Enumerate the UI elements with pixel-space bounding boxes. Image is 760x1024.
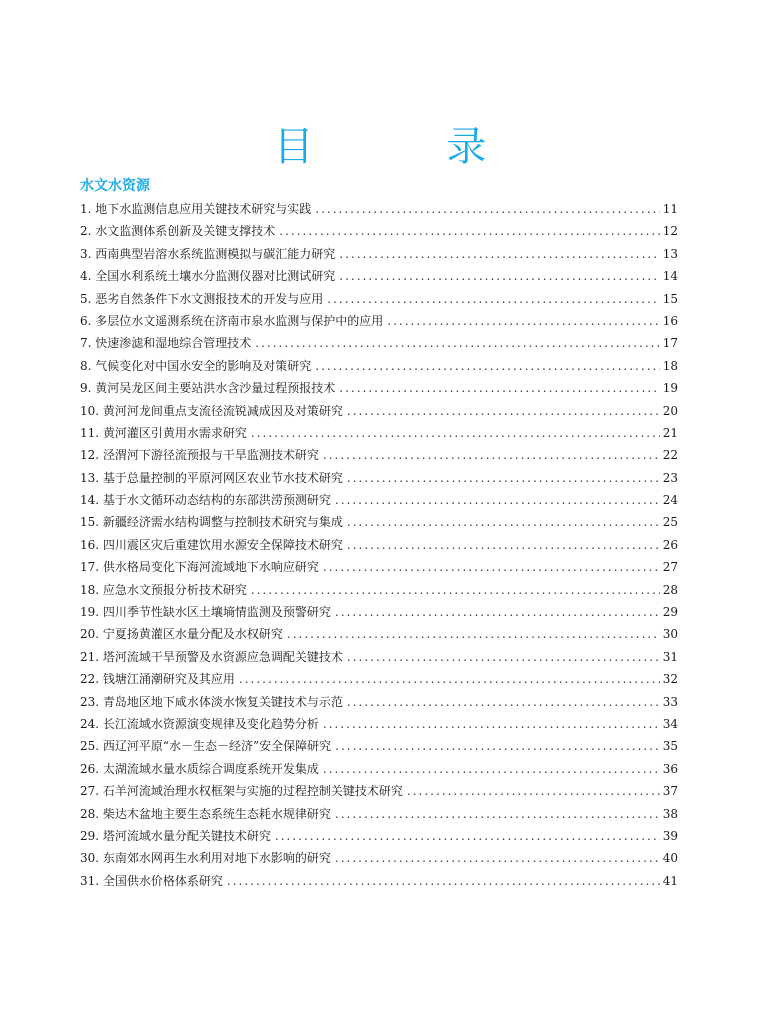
dot-leader (287, 625, 660, 643)
dot-leader (323, 446, 660, 464)
toc-entry[interactable] (80, 446, 678, 468)
toc-entry[interactable] (80, 491, 678, 513)
toc-entry[interactable] (80, 536, 678, 558)
dot-leader (339, 267, 659, 285)
toc-entry-page: 22 (662, 448, 678, 463)
dot-leader (335, 849, 660, 867)
toc-entry[interactable] (80, 782, 678, 804)
dot-leader (335, 603, 660, 621)
toc-entry-page: 37 (662, 784, 678, 799)
dot-leader (347, 536, 660, 554)
toc-entry-page: 40 (662, 851, 678, 866)
toc-entry-title: 25. 西辽河平原“水－生态－经济”安全保障研究 (80, 739, 332, 754)
dot-leader (347, 648, 660, 666)
toc-entry-page: 39 (662, 828, 678, 843)
dot-leader (335, 805, 660, 823)
toc-entry[interactable] (80, 290, 678, 312)
dot-leader (323, 715, 660, 733)
toc-entry-title: 20. 宁夏扬黄灌区水量分配及水权研究 (80, 627, 283, 642)
toc-entry-page: 17 (662, 336, 678, 351)
dot-leader (255, 334, 659, 352)
toc-entry-page: 20 (662, 403, 678, 418)
toc-entry-title: 22. 钱塘江涌潮研究及其应用 (80, 672, 235, 687)
toc-entry-page: 13 (662, 246, 678, 261)
toc-entry-page: 12 (662, 224, 678, 239)
toc-entry-page: 24 (662, 493, 678, 508)
toc-entry-title: 23. 青岛地区地下咸水体淡水恢复关键技术与示范 (80, 694, 343, 709)
toc-entry-title: 29. 塔河流域水量分配关键技术研究 (80, 828, 271, 843)
toc-entry-title: 24. 长江流域水资源演变规律及变化趋势分析 (80, 716, 319, 731)
dot-leader (347, 402, 660, 420)
toc-entry-title: 28. 柴达木盆地主要生态系统生态耗水规律研究 (80, 806, 331, 821)
toc-entry-page: 35 (662, 739, 678, 754)
dot-leader (347, 693, 660, 711)
toc-entry-title: 11. 黄河灌区引黄用水需求研究 (80, 425, 247, 440)
toc-entry[interactable] (80, 513, 678, 535)
toc-entry[interactable] (80, 715, 678, 737)
dot-leader (347, 469, 660, 487)
page-title: 目 录 (273, 124, 547, 170)
toc-entry-title: 5. 恶劣自然条件下水文测报技术的开发与应用 (80, 291, 324, 306)
dot-leader (239, 670, 660, 688)
toc-entry-title: 7. 快速渗滤和湿地综合管理技术 (80, 336, 252, 351)
toc-entry-title: 2. 水文监测体系创新及关键支撑技术 (80, 224, 276, 239)
toc-entry[interactable] (80, 200, 678, 222)
toc-entry-page: 26 (662, 537, 678, 552)
dot-leader (327, 290, 659, 308)
toc-entry-page: 30 (662, 627, 678, 642)
toc-entry[interactable] (80, 603, 678, 625)
toc-entry-page: 11 (662, 202, 678, 216)
toc-entry-title: 13. 基于总量控制的平原河网区农业节水技术研究 (80, 470, 343, 485)
toc-entry-title: 12. 泾渭河下游径流预报与干旱监测技术研究 (80, 448, 319, 463)
toc-entry[interactable] (80, 693, 678, 715)
toc-entry-page: 19 (662, 381, 678, 396)
dot-leader (387, 312, 659, 330)
toc-entry-page: 29 (662, 605, 678, 620)
toc-entry[interactable] (80, 558, 678, 580)
toc-entry-page: 21 (662, 425, 678, 440)
dot-leader (339, 379, 659, 397)
toc-entry-page: 38 (662, 806, 678, 821)
toc-entry-page: 23 (662, 470, 678, 485)
toc-entry-title: 14. 基于水文循环动态结构的东部洪涝预测研究 (80, 493, 331, 508)
toc-entry[interactable] (80, 402, 678, 424)
toc-entry-page: 27 (662, 560, 678, 575)
toc-entry[interactable] (80, 581, 678, 603)
toc-entry-page: 15 (662, 291, 678, 306)
toc-entry-page: 34 (662, 716, 678, 731)
toc-entry[interactable] (80, 760, 678, 782)
toc-entry[interactable] (80, 222, 678, 244)
toc-entry[interactable] (80, 805, 678, 827)
toc-entry[interactable] (80, 827, 678, 849)
toc-entry-title: 16. 四川震区灾后重建饮用水源安全保障技术研究 (80, 537, 343, 552)
toc-entry-title: 26. 太湖流域水量水质综合调度系统开发集成 (80, 761, 319, 776)
toc-entry[interactable] (80, 424, 678, 446)
dot-leader (251, 424, 660, 442)
toc-entry-title: 3. 西南典型岩溶水系统监测模拟与碳汇能力研究 (80, 246, 336, 261)
toc-entry-title: 27. 石羊河流域治理水权框架与实施的过程控制关键技术研究 (80, 784, 403, 799)
dot-leader (275, 827, 660, 845)
toc-entry[interactable] (80, 872, 678, 894)
toc-entry-title: 4. 全国水利系统土壤水分监测仪器对比测试研究 (80, 269, 336, 284)
toc-entry-page: 14 (662, 269, 678, 284)
toc-entry-title: 10. 黄河河龙间重点支流径流锐减成因及对策研究 (80, 403, 343, 418)
dot-leader (227, 872, 660, 890)
dot-leader (335, 491, 660, 509)
toc-entry[interactable] (80, 267, 678, 289)
toc-entry[interactable] (80, 312, 678, 334)
toc-entry-page: 33 (662, 694, 678, 709)
toc-entry-title: 9. 黄河吴龙区间主要站洪水含沙量过程预报技术 (80, 381, 336, 396)
dot-leader (279, 222, 659, 240)
toc-entry-page: 16 (662, 313, 678, 328)
toc-entry-page: 32 (662, 672, 678, 687)
section-heading: 水文水资源 (80, 178, 150, 194)
toc-entry-page: 25 (662, 515, 678, 530)
toc-entry-title: 18. 应急水文预报分析技术研究 (80, 582, 247, 597)
toc-entry[interactable] (80, 334, 678, 356)
toc-entry[interactable] (80, 379, 678, 401)
dot-leader (407, 782, 660, 800)
dot-leader (315, 200, 659, 218)
toc-entry-title: 8. 气候变化对中国水安全的影响及对策研究 (80, 358, 312, 373)
toc-entry[interactable] (80, 670, 678, 692)
toc-entry-page: 31 (662, 649, 678, 664)
toc-entry-title: 31. 全国供水价格体系研究 (80, 873, 223, 888)
toc-entry-page: 18 (662, 358, 678, 373)
toc-entry[interactable] (80, 469, 678, 491)
toc-entry-title: 21. 塔河流域干旱预警及水资源应急调配关键技术 (80, 649, 343, 664)
toc-entry[interactable] (80, 245, 678, 267)
dot-leader (347, 513, 660, 531)
toc-entry[interactable] (80, 625, 678, 647)
dot-leader (323, 760, 660, 778)
dot-leader (323, 558, 660, 576)
dot-leader (335, 737, 660, 755)
dot-leader (339, 245, 659, 263)
toc-entry-title: 15. 新疆经济需水结构调整与控制技术研究与集成 (80, 515, 343, 530)
toc-entry-title: 17. 供水格局变化下海河流域地下水响应研究 (80, 560, 319, 575)
toc-entry-title: 6. 多层位水文遥测系统在济南市泉水监测与保护中的应用 (80, 313, 384, 328)
toc-entry[interactable] (80, 849, 678, 871)
toc-entry-title: 30. 东南郊水网再生水利用对地下水影响的研究 (80, 851, 331, 866)
toc-entry-page: 36 (662, 761, 678, 776)
dot-leader (315, 357, 659, 375)
toc-entry[interactable] (80, 737, 678, 759)
dot-leader (251, 581, 660, 599)
table-of-contents (80, 200, 678, 894)
toc-entry[interactable] (80, 648, 678, 670)
toc-entry-page: 28 (662, 582, 678, 597)
toc-entry[interactable] (80, 357, 678, 379)
toc-entry-page: 41 (662, 873, 678, 888)
toc-entry-title: 1. 地下水监测信息应用关键技术研究与实践 (80, 202, 312, 216)
toc-entry-title: 19. 四川季节性缺水区土壤墒情监测及预警研究 (80, 605, 331, 620)
